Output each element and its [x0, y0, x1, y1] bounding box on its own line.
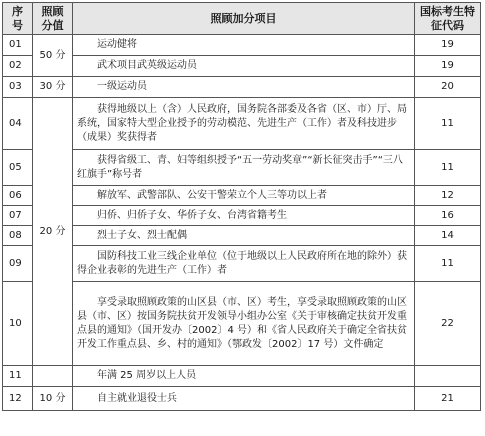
table-row [3, 246, 481, 282]
row-number: 02 [3, 56, 33, 77]
table-row [3, 35, 481, 56]
row-number: 12 [3, 387, 33, 411]
feature-code: 14 [415, 226, 481, 246]
table-row [3, 150, 481, 186]
score-cell: 30 分 [33, 77, 73, 98]
score-cell-empty [33, 366, 73, 387]
project-text: 一级运动员 [73, 77, 415, 98]
feature-code: 20 [415, 77, 481, 98]
feature-code: 11 [415, 150, 481, 186]
project-text: 武术项目武英级运动员 [73, 56, 415, 77]
table-row [3, 77, 481, 98]
row-number: 03 [3, 77, 33, 98]
table-row [3, 206, 481, 226]
project-text: 获得省级工、青、妇等组织授予“五一劳动奖章”“新长征突击手”“三八红旗手”称号者 [73, 150, 415, 186]
feature-code [415, 366, 481, 387]
project-text: 自主就业退役士兵 [73, 387, 415, 411]
project-text: 国防科技工业三线企业单位（位于地级以上人民政府所在地的除外）获得企业表彰的先进生产（工作）者 [73, 246, 415, 282]
feature-code: 16 [415, 206, 481, 226]
table-row [3, 226, 481, 246]
project-text: 归侨、归侨子女、华侨子女、台湾省籍考生 [73, 206, 415, 226]
feature-code: 19 [415, 56, 481, 77]
row-number: 08 [3, 226, 33, 246]
row-number: 04 [3, 98, 33, 150]
row-number: 06 [3, 186, 33, 206]
header-score: 照顾分值 [33, 3, 73, 35]
header-code: 国标考生特征代码 [415, 3, 481, 35]
row-number: 09 [3, 246, 33, 282]
project-text: 烈士子女、烈士配偶 [73, 226, 415, 246]
row-number: 01 [3, 35, 33, 56]
project-text: 享受录取照顾政策的山区县（市、区）考生，享受录取照顾政策的山区县（市、区）按国务院扶贫开发领导小组办公室《关于审核确定扶贫开发重点县的通知》（国开发办〔2002〕4 号）和《省人民政府关于确定全省扶贫开发工作重点县、乡、村的通知》（鄂政发〔2002〕17 号）文件确定 [73, 282, 415, 366]
header-row [3, 3, 481, 35]
feature-code: 21 [415, 387, 481, 411]
table-row [3, 98, 481, 150]
table-row [3, 366, 481, 387]
row-number: 07 [3, 206, 33, 226]
feature-code: 11 [415, 98, 481, 150]
row-number: 05 [3, 150, 33, 186]
table-row [3, 387, 481, 411]
project-text: 解放军、武警部队、公安干警荣立个人三等功以上者 [73, 186, 415, 206]
table-row [3, 56, 481, 77]
project-text: 运动健将 [73, 35, 415, 56]
table-row [3, 186, 481, 206]
feature-code: 22 [415, 282, 481, 366]
score-cell: 50 分 [33, 35, 73, 77]
row-number: 10 [3, 282, 33, 366]
header-seq: 序号 [3, 3, 33, 35]
score-cell: 10 分 [33, 387, 73, 411]
header-project: 照顾加分项目 [73, 3, 415, 35]
feature-code: 11 [415, 246, 481, 282]
row-number: 11 [3, 366, 33, 387]
table-row [3, 282, 481, 366]
project-text: 获得地级以上（含）人民政府，国务院各部委及各省（区、市）厅、局系统，国家特大型企业授予的劳动模范、先进生产（工作）者及科技进步（成果）奖获得者 [73, 98, 415, 150]
feature-code: 19 [415, 35, 481, 56]
feature-code: 12 [415, 186, 481, 206]
score-cell: 20 分 [33, 98, 73, 366]
project-text: 年满 25 周岁以上人员 [73, 366, 415, 387]
bonus-points-table [2, 2, 481, 411]
